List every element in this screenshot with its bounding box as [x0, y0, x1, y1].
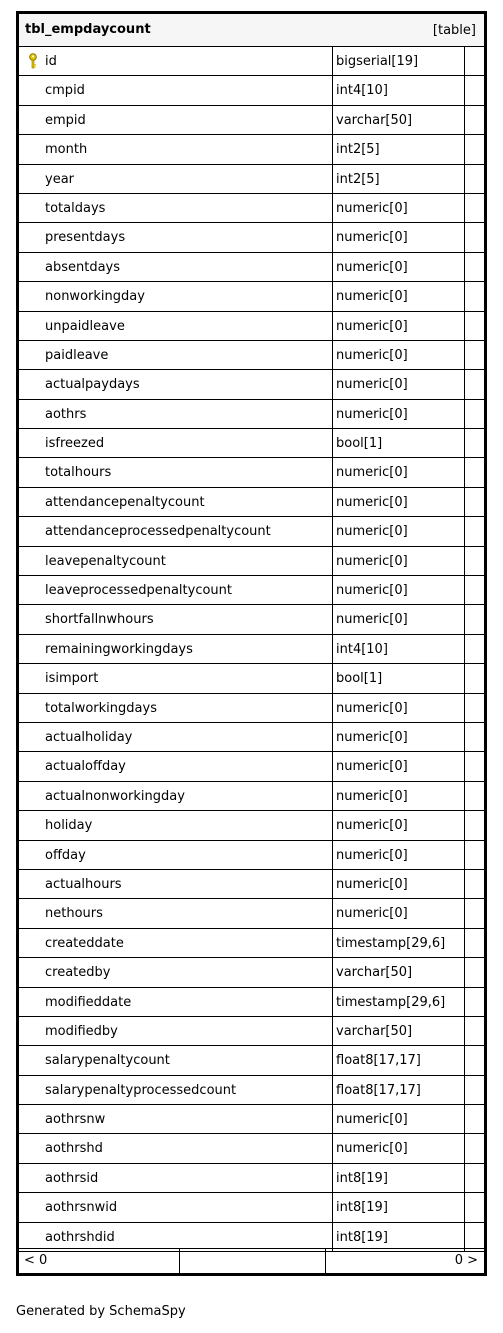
column-row	[19, 1076, 484, 1105]
cell-divider	[464, 517, 465, 545]
column-name: cmpid	[45, 83, 85, 99]
column-row	[19, 370, 484, 399]
cell-divider	[332, 47, 333, 75]
column-row	[19, 517, 484, 546]
column-row	[19, 194, 484, 223]
column-type: numeric[0]	[336, 729, 408, 745]
column-row	[19, 929, 484, 958]
column-row	[19, 958, 484, 987]
column-type: int4[10]	[336, 641, 388, 657]
cell-divider	[332, 1046, 333, 1074]
column-type: int8[19]	[336, 1200, 388, 1216]
column-name: aothrsnw	[45, 1112, 106, 1128]
column-name: actualhours	[45, 876, 122, 892]
column-type: numeric[0]	[336, 788, 408, 804]
column-name: offday	[45, 847, 86, 863]
column-type: int4[10]	[336, 83, 388, 99]
column-row	[19, 723, 484, 752]
column-row	[19, 782, 484, 811]
table-name: tbl_empdaycount	[25, 22, 151, 37]
column-name: aothrs	[45, 406, 87, 422]
column-type: numeric[0]	[336, 230, 408, 246]
column-type: int8[19]	[336, 1229, 388, 1245]
cell-divider	[332, 1076, 333, 1104]
cell-divider	[332, 223, 333, 251]
column-row	[19, 488, 484, 517]
cell-divider	[332, 1134, 333, 1162]
column-type: numeric[0]	[336, 377, 408, 393]
cell-divider	[464, 694, 465, 722]
column-row	[19, 76, 484, 105]
cell-divider	[464, 547, 465, 575]
cell-divider	[332, 135, 333, 163]
column-type: numeric[0]	[336, 465, 408, 481]
column-type: timestamp[29,6]	[336, 994, 446, 1010]
cell-divider	[332, 811, 333, 839]
footer-divider	[179, 1249, 180, 1273]
cell-divider	[332, 723, 333, 751]
column-name: nonworkingday	[45, 289, 145, 305]
column-row	[19, 429, 484, 458]
parents-count: < 0	[24, 1253, 48, 1268]
cell-divider	[464, 841, 465, 869]
cell-divider	[332, 106, 333, 134]
column-type: numeric[0]	[336, 494, 408, 510]
column-type: float8[17,17]	[336, 1053, 421, 1069]
column-name: shortfallnwhours	[45, 612, 154, 628]
column-type: numeric[0]	[336, 406, 408, 422]
column-row	[19, 1164, 484, 1193]
cell-divider	[332, 282, 333, 310]
column-row	[19, 135, 484, 164]
cell-divider	[332, 341, 333, 369]
column-name: nethours	[45, 906, 103, 922]
column-row	[19, 870, 484, 899]
column-name: remainingworkingdays	[45, 641, 193, 657]
cell-divider	[332, 694, 333, 722]
cell-divider	[464, 988, 465, 1016]
column-name: month	[45, 142, 88, 158]
column-name: absentdays	[45, 259, 121, 275]
column-type: numeric[0]	[336, 200, 408, 216]
table-footer	[19, 1248, 484, 1273]
column-list	[19, 47, 484, 1252]
column-type: numeric[0]	[336, 1112, 408, 1128]
column-name: isfreezed	[45, 436, 105, 452]
cell-divider	[332, 752, 333, 780]
cell-divider	[464, 47, 465, 75]
column-type: varchar[50]	[336, 965, 413, 981]
column-name: salarypenaltycount	[45, 1053, 170, 1069]
column-name: empid	[45, 112, 86, 128]
column-name: aothrsid	[45, 1170, 99, 1186]
column-row	[19, 1134, 484, 1163]
cell-divider	[332, 253, 333, 281]
column-type: numeric[0]	[336, 847, 408, 863]
cell-divider	[332, 429, 333, 457]
cell-divider	[464, 576, 465, 604]
cell-divider	[332, 870, 333, 898]
cell-divider	[464, 635, 465, 663]
cell-divider	[464, 370, 465, 398]
cell-divider	[332, 400, 333, 428]
cell-divider	[332, 664, 333, 692]
column-name: unpaidleave	[45, 318, 125, 334]
column-row	[19, 635, 484, 664]
column-type: numeric[0]	[336, 700, 408, 716]
cell-divider	[332, 635, 333, 663]
cell-divider	[464, 1134, 465, 1162]
column-row	[19, 694, 484, 723]
cell-divider	[332, 899, 333, 927]
cell-divider	[464, 76, 465, 104]
cell-divider	[332, 517, 333, 545]
column-type: numeric[0]	[336, 818, 408, 834]
column-name: totaldays	[45, 200, 106, 216]
column-type: numeric[0]	[336, 524, 408, 540]
column-type: int2[5]	[336, 171, 380, 187]
cell-divider	[332, 194, 333, 222]
cell-divider	[332, 1164, 333, 1192]
cell-divider	[332, 1105, 333, 1133]
column-row	[19, 811, 484, 840]
column-type: numeric[0]	[336, 259, 408, 275]
column-name: modifiedby	[45, 1023, 118, 1039]
column-row	[19, 165, 484, 194]
cell-divider	[332, 1017, 333, 1045]
column-row	[19, 223, 484, 252]
cell-divider	[464, 1105, 465, 1133]
cell-divider	[464, 312, 465, 340]
column-type: timestamp[29,6]	[336, 935, 446, 951]
column-type: numeric[0]	[336, 612, 408, 628]
column-type: numeric[0]	[336, 347, 408, 363]
column-type: numeric[0]	[336, 583, 408, 599]
key-icon	[28, 53, 38, 69]
column-type: numeric[0]	[336, 876, 408, 892]
cell-divider	[332, 458, 333, 486]
cell-divider	[464, 605, 465, 633]
cell-divider	[332, 76, 333, 104]
column-type: bool[1]	[336, 671, 383, 687]
column-row	[19, 253, 484, 282]
column-name: totalhours	[45, 465, 112, 481]
cell-divider	[464, 488, 465, 516]
column-type: numeric[0]	[336, 289, 408, 305]
cell-divider	[464, 429, 465, 457]
column-type: numeric[0]	[336, 318, 408, 334]
column-name: modifieddate	[45, 994, 132, 1010]
column-row	[19, 841, 484, 870]
column-name: actualnonworkingday	[45, 788, 185, 804]
cell-divider	[464, 400, 465, 428]
column-row	[19, 752, 484, 781]
cell-divider	[332, 841, 333, 869]
cell-divider	[464, 1164, 465, 1192]
column-row	[19, 1046, 484, 1075]
column-name: actualholiday	[45, 729, 133, 745]
cell-divider	[464, 253, 465, 281]
column-type: int2[5]	[336, 142, 380, 158]
cell-divider	[464, 223, 465, 251]
cell-divider	[464, 1017, 465, 1045]
column-name: presentdays	[45, 230, 126, 246]
column-row	[19, 312, 484, 341]
column-row	[19, 1193, 484, 1222]
cell-divider	[332, 547, 333, 575]
cell-divider	[464, 341, 465, 369]
column-type: float8[17,17]	[336, 1082, 421, 1098]
column-row	[19, 899, 484, 928]
column-name: salarypenaltyprocessedcount	[45, 1082, 237, 1098]
cell-divider	[464, 752, 465, 780]
cell-divider	[464, 1046, 465, 1074]
table-header	[19, 14, 484, 47]
cell-divider	[332, 929, 333, 957]
cell-divider	[332, 958, 333, 986]
cell-divider	[464, 1076, 465, 1104]
column-type: numeric[0]	[336, 906, 408, 922]
table-entity	[16, 11, 487, 1276]
cell-divider	[464, 282, 465, 310]
column-row	[19, 47, 484, 76]
column-name: holiday	[45, 818, 93, 834]
cell-divider	[332, 1223, 333, 1251]
cell-divider	[464, 811, 465, 839]
column-name: id	[45, 54, 57, 69]
cell-divider	[464, 870, 465, 898]
cell-divider	[332, 988, 333, 1016]
cell-divider	[464, 958, 465, 986]
column-name: aothrsnwid	[45, 1200, 118, 1216]
column-row	[19, 1105, 484, 1134]
cell-divider	[464, 929, 465, 957]
column-row	[19, 576, 484, 605]
column-type: bool[1]	[336, 436, 383, 452]
column-name: leaveprocessedpenaltycount	[45, 583, 233, 599]
cell-divider	[464, 135, 465, 163]
cell-divider	[464, 458, 465, 486]
column-name: createddate	[45, 935, 124, 951]
cell-divider	[332, 370, 333, 398]
column-name: createdby	[45, 965, 111, 981]
column-row	[19, 605, 484, 634]
cell-divider	[464, 106, 465, 134]
cell-divider	[332, 782, 333, 810]
cell-divider	[464, 782, 465, 810]
cell-divider	[464, 194, 465, 222]
column-name: totalworkingdays	[45, 700, 157, 716]
column-name: isimport	[45, 671, 99, 687]
cell-divider	[464, 664, 465, 692]
cell-divider	[332, 488, 333, 516]
column-row	[19, 664, 484, 693]
column-type: varchar[50]	[336, 112, 413, 128]
column-name: aothrshdid	[45, 1229, 115, 1245]
column-row	[19, 547, 484, 576]
table-kind: [table]	[432, 23, 476, 38]
column-row	[19, 988, 484, 1017]
column-name: aothrshd	[45, 1141, 103, 1157]
column-name: attendancepenaltycount	[45, 494, 205, 510]
column-name: paidleave	[45, 347, 109, 363]
cell-divider	[464, 1193, 465, 1221]
column-row	[19, 106, 484, 135]
cell-divider	[332, 165, 333, 193]
cell-divider	[332, 576, 333, 604]
column-name: actualoffday	[45, 759, 126, 775]
column-row	[19, 282, 484, 311]
column-name: leavepenaltycount	[45, 553, 166, 569]
cell-divider	[332, 1193, 333, 1221]
column-type: int8[19]	[336, 1170, 388, 1186]
children-count: 0 >	[454, 1253, 478, 1268]
footer-divider	[325, 1249, 326, 1273]
generated-by-label: Generated by SchemaSpy	[16, 1304, 186, 1319]
column-type: numeric[0]	[336, 759, 408, 775]
cell-divider	[332, 605, 333, 633]
cell-divider	[464, 1223, 465, 1251]
column-row	[19, 1017, 484, 1046]
column-name: attendanceprocessedpenaltycount	[45, 524, 271, 540]
column-name: year	[45, 171, 75, 187]
column-type: bigserial[19]	[336, 54, 419, 69]
cell-divider	[464, 899, 465, 927]
column-row	[19, 400, 484, 429]
column-row	[19, 458, 484, 487]
cell-divider	[332, 312, 333, 340]
column-type: numeric[0]	[336, 1141, 408, 1157]
cell-divider	[464, 723, 465, 751]
column-type: numeric[0]	[336, 553, 408, 569]
column-name: actualpaydays	[45, 377, 140, 393]
column-type: varchar[50]	[336, 1023, 413, 1039]
column-row	[19, 341, 484, 370]
cell-divider	[464, 165, 465, 193]
